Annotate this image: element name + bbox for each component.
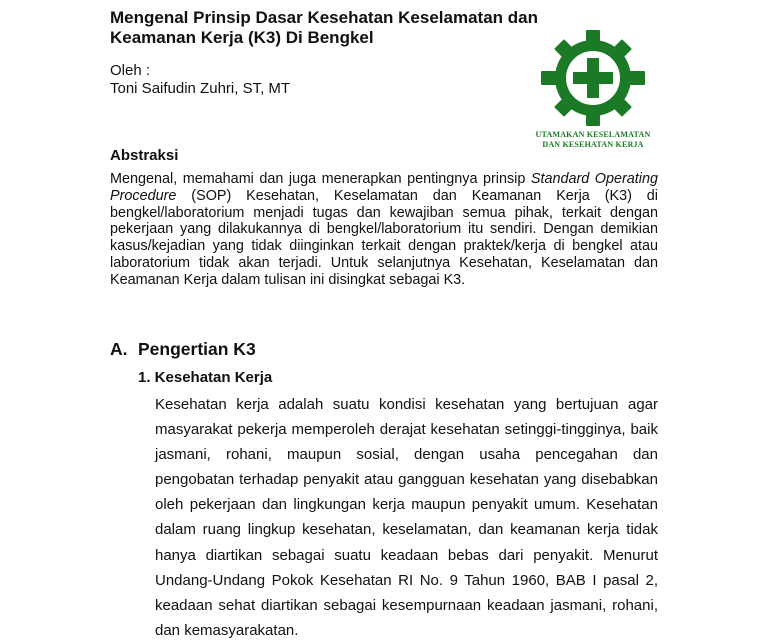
k3-gear-cross-icon bbox=[541, 30, 645, 126]
author-name: Toni Saifudin Zuhri, ST, MT bbox=[110, 80, 291, 97]
section-title: Pengertian K3 bbox=[138, 339, 256, 359]
author-block bbox=[110, 62, 290, 98]
subsection-heading-1: 1. Kesehatan Kerja bbox=[138, 369, 273, 386]
document-title: Mengenal Prinsip Dasar Kesehatan Keselamatan dan Keamanan Kerja (K3) Di Bengkel bbox=[110, 8, 538, 47]
abstract-text-2: (SOP) Kesehatan, Keselamatan dan Keamanan Kerja (K3) di bengkel/laboratorium menjadi tugas dan kewajiban semua pihak, terkait dengan pekerjaan yang dilakukannya di bengkel/laboratorium itu sendiri. Dengan demikian kasus/kejadian yang tidak diinginkan terkait dengan praktek/kerja di bengkel atau laboratorium tidak akan terjadi. Untuk selanjutnya Kesehatan, Keselamatan dan Keamanan Kerja dalam tulisan ini disingkat sebagai K3. bbox=[110, 187, 658, 288]
logo-caption-line1: UTAMAKAN KESELAMATAN bbox=[535, 130, 651, 139]
abstract-heading: Abstraksi bbox=[110, 147, 179, 164]
subsection-body-1: Kesehatan kerja adalah suatu kondisi kesehatan yang bertujuan agar masyarakat pekerja memperoleh derajat kesehatan setinggi-tingginya, baik jasmani, rohani, maupun sosial, dengan usaha pencegahan dan pengobatan terhadap penyakit atau gangguan kesehatan yang disebabkan oleh pekerjaan dan lingkungan kerja maupun penyakit umum. Kesehatan dalam ruang lingkup kesehatan, keselamatan, dan keamanan kerja tidak hanya diartikan sebagai suatu keadaan bebas dari penyakit. Menurut Undang-Undang Pokok Kesehatan RI No. 9 Tahun 1960, BAB I pasal 2, keadaan sehat diartikan sebagai kesempurnaan keadaan jasmani, rohani, dan kemasyarakatan. bbox=[155, 396, 658, 639]
k3-logo bbox=[528, 30, 658, 152]
section-number: A. bbox=[110, 339, 128, 359]
author-label: Oleh : bbox=[110, 62, 151, 79]
abstract-body bbox=[110, 171, 658, 289]
section-heading-a bbox=[110, 339, 256, 360]
logo-caption-line2: DAN KESEHATAN KERJA bbox=[542, 140, 644, 149]
abstract-italic-term: Standard Operating Procedure bbox=[110, 171, 658, 204]
logo-caption bbox=[528, 130, 658, 150]
abstract-text-1: Mengenal, memahami dan juga menerapkan pentingnya prinsip bbox=[110, 171, 531, 187]
